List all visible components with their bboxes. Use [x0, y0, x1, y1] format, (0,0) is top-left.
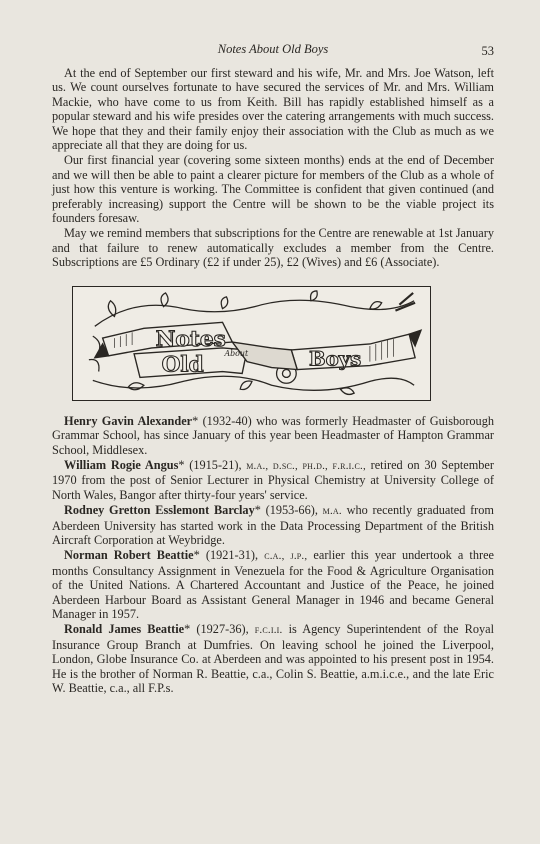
entry-text: who recently graduated from Aberdeen University has started work in the Data Processing Department of the British Aircraft Corporation at Weybridge.: [52, 503, 494, 547]
paragraph-financial-year: Our first financial year (covering some sixteen months) ends at the end of December and we will then be able to paint a clearer picture for members of the Club as a whole of just how this venture is working. The Committee is confident that given continued (and preferably increasing) support the Centre will be shown to be the viable project its founders foresaw.: [52, 153, 494, 226]
entry-qualifications: f.c.i.i.: [254, 624, 283, 637]
entry-angus: [52, 458, 494, 502]
entry-name: Henry Gavin Alexander: [64, 413, 193, 428]
notes-about-old-boys-banner: [72, 286, 431, 401]
entry-qualifications: c.a., j.p.,: [264, 550, 308, 563]
banner-illustration: [73, 287, 430, 400]
banner-word-about: About: [224, 348, 249, 358]
entry-years: (1927-36),: [190, 622, 255, 637]
entry-years: (1953-66),: [260, 503, 323, 518]
entry-norman-beattie: [52, 548, 494, 621]
page-number: 53: [481, 44, 494, 58]
entry-text: who was formerly Headmaster of Guisborough Grammar School, has since January of this year been Headmaster of Hampton Grammar School, Middlesex.: [52, 413, 495, 457]
banner-word-boys: Boys: [308, 347, 362, 371]
entry-ronald-beattie: [52, 622, 494, 695]
entry-qualifications: m.a., d.sc., ph.d., f.r.i.c.,: [246, 459, 366, 472]
entry-mark: *: [193, 548, 200, 563]
entry-name: William Rogie Angus: [64, 457, 179, 472]
entry-text: earlier this year undertook a three months Consultancy Assignment in Venezuela for the Food & Agriculture Organisation of the United Nations. A Chartered Accountant and Justice of the Peace, he joined Aberdeen Harbour Board as Assistant General Manager in 1946 and became General Manager in 1957.: [52, 548, 494, 621]
entry-years: (1932-40): [198, 413, 257, 428]
entry-mark: *: [184, 622, 191, 637]
entry-mark: *: [192, 413, 199, 428]
entry-text: is Agency Superintendent of the Royal Insurance Group Branch at Dumfries. On leaving school he joined the Liverpool, London, Globe Insurance Co. at Aberdeen and was appointed to his present post in 1954. He is the brother of Norman R. Beattie, c.a., Colin S. Beattie, a.m.i.c.e., and the late Eric W. Beattie, c.a., all F.P.s.: [52, 622, 494, 695]
entry-qualifications: m.a.: [322, 505, 342, 518]
entry-mark: *: [254, 503, 261, 518]
banner-word-notes: Notes: [155, 326, 226, 352]
entry-years: (1921-31),: [199, 548, 265, 563]
entry-mark: *: [178, 457, 185, 472]
entry-name: Norman Robert Beattie: [64, 548, 194, 563]
running-head: [52, 42, 494, 62]
entry-name: Rodney Gretton Esslemont Barclay: [64, 503, 255, 518]
entry-years: (1915-21),: [184, 457, 247, 472]
old-boys-entries: [52, 414, 494, 696]
banner-word-old: Old: [161, 352, 204, 378]
entry-name: Ronald James Beattie: [64, 622, 185, 637]
intro-section: [52, 66, 494, 270]
entry-text: retired on 30 September 1970 from the post of Senior Lecturer in Physical Chemistry at University College of North Wales, Bangor after thirty-four years' service.: [52, 457, 494, 502]
entry-barclay: [52, 503, 494, 547]
paragraph-subscriptions: May we remind members that subscriptions for the Centre are renewable at 1st January and that failure to renew automatically excludes a member from the Centre. Subscriptions are £5 Ordinary (£2 if under 25), £2 (Wives) and £6 (Associate).: [52, 226, 494, 270]
paragraph-steward: At the end of September our first steward and his wife, Mr. and Mrs. Joe Watson, left us. We count ourselves fortunate to have secured the services of Mr. and Mrs. William Mackie, who have come to us from Keith. Bill has rapidly established himself as a popular steward and his wife presides over the catering arrangements with much success. We hope that they and their family enjoy their association with the Club as much as we appreciate all that they are doing for us.: [52, 66, 494, 153]
running-title: Notes About Old Boys: [217, 42, 329, 56]
entry-alexander: [52, 414, 494, 457]
